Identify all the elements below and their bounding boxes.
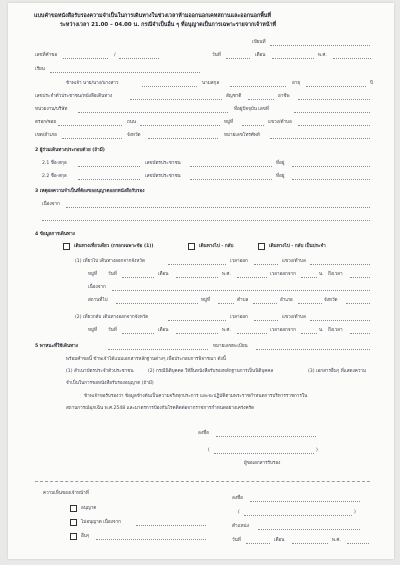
subdistrict-field[interactable] (298, 125, 370, 126)
alley-field[interactable] (58, 125, 122, 126)
officer-heading: ความเห็นของเจ้าหน้าที่ (43, 491, 89, 496)
other-reason-field[interactable] (96, 539, 206, 540)
outbound-province-field[interactable] (168, 264, 226, 265)
reason-field-1[interactable] (66, 207, 370, 208)
occupation-field[interactable] (298, 99, 370, 100)
outbound-place-moo-field[interactable] (218, 303, 234, 304)
outbound-reason-label: เนื่องจาก (88, 285, 106, 290)
doc-no-label: เลขที่คำขอ (35, 53, 58, 58)
address-no-field[interactable] (294, 112, 370, 113)
round-trip-label: เดินทางไป - กลับ (199, 244, 234, 249)
date-label: วันที่ (212, 53, 221, 58)
return-time-field[interactable] (254, 320, 278, 321)
age-field[interactable] (306, 86, 366, 87)
year-field[interactable] (333, 58, 371, 59)
applicant-printed-name-field[interactable] (214, 453, 314, 454)
return-destination-field[interactable] (310, 320, 370, 321)
outbound-place-field[interactable] (116, 303, 198, 304)
nationality-field[interactable] (248, 99, 274, 100)
officer-year-label: พ.ศ. (332, 538, 341, 543)
return-month-field[interactable] (176, 333, 218, 334)
applicant-name-open: ( (208, 448, 210, 453)
companion1-name-label: 2.1 ชื่อ-สกุล (42, 161, 67, 166)
id-card-field[interactable] (130, 99, 222, 100)
return-label: (2) เที่ยวกลับ เดินทางออกจากจังหวัด (75, 315, 149, 320)
phone-field[interactable] (270, 138, 370, 139)
subdistrict-label: แขวง/ตำบล (268, 120, 292, 125)
outbound-month-label: เดือน (158, 272, 169, 277)
return-month-label: เดือน (158, 328, 169, 333)
companion2-id-label: เลขบัตรประชาชน (145, 174, 181, 179)
officer-name-open: ( (238, 510, 240, 515)
officer-year-field[interactable] (347, 543, 369, 544)
phone-label: หมายเลขโทรศัพท์ (224, 133, 260, 138)
outbound-depart-time-field[interactable] (301, 277, 317, 278)
vehicle-field[interactable] (108, 349, 208, 350)
regular-trip-label: เดินทางไป - กลับ เป็นประจำ (269, 244, 326, 249)
applicant-name-label: ข้าพเจ้า นาย/นาง/นางสาว (66, 81, 119, 86)
regular-trip-checkbox[interactable] (258, 243, 265, 250)
applicant-sign-field[interactable] (216, 436, 316, 437)
outbound-date-field[interactable] (122, 277, 154, 278)
return-arrive-label: ถึงเวลา (328, 328, 343, 333)
outbound-destination-field[interactable] (310, 264, 370, 265)
outbound-date-label: วันที่ (108, 272, 117, 277)
outbound-hrs-label: น. (319, 272, 324, 277)
road-label: ถนน (127, 120, 137, 125)
companion2-id-field[interactable] (190, 179, 272, 180)
plate-label: หมายเลขทะเบียน (213, 344, 248, 349)
applicant-name-close: ) (316, 448, 318, 453)
outbound-arrive-field[interactable] (350, 277, 370, 278)
province-label: จังหวัด (127, 133, 141, 138)
alley-label: ตรอก/ซอย (35, 120, 57, 125)
to-label: เรียน (35, 67, 45, 72)
section2-heading: 2 ผู้ร่วมเดินทางประกอบด้วย (ถ้ามี) (35, 148, 105, 153)
return-time-label: เวลาออก (230, 315, 248, 320)
attachment-1: (1) สำเนาบัตรประจำตัวประชาชน (66, 369, 134, 374)
outbound-time-field[interactable] (254, 264, 278, 265)
companion1-address-label: ที่อยู่ (276, 161, 285, 166)
outbound-moo-label: หมู่ที่ (88, 272, 98, 277)
officer-position-field[interactable] (258, 529, 360, 530)
applicant-name-field[interactable] (142, 86, 197, 87)
nationality-label: สัญชาติ (226, 94, 242, 99)
doc-no-field[interactable] (63, 58, 108, 59)
other-checkbox[interactable] (70, 533, 77, 540)
reason-label: เนื่องจาก (42, 202, 60, 207)
return-depart-time-field[interactable] (301, 333, 317, 334)
officer-divider (35, 481, 370, 482)
outbound-amphoe-field[interactable] (298, 303, 322, 304)
outbound-tambon-label: ตำบล (237, 298, 249, 303)
form-title-line2: ระหว่างเวลา 21.00 – 04.00 น. กรณีจำเป็นอื่น ๆ ที่อนุญาตเป็นการเฉพาะรายจากเจ้าหน้าที่ (60, 22, 277, 28)
attachments-intro: พร้อมคำขอนี้ ข้าพเจ้าได้แนบเอกสารหลักฐานต่างๆ เพื่อประกอบการพิจารณา ดังนี้ (66, 357, 226, 362)
deny-reason-field[interactable] (136, 525, 206, 526)
section5-heading: 5 พาหนะที่ใช้เดินทาง (35, 344, 78, 349)
doc-no-year-field[interactable] (119, 58, 159, 59)
outbound-province-label: จังหวัด (324, 298, 338, 303)
age-unit: ปี (370, 81, 373, 86)
month-label: เดือน (255, 53, 266, 58)
outbound-reason-field[interactable] (112, 290, 370, 291)
age-label: อายุ (292, 81, 301, 86)
officer-sign-label: ลงชื่อ (232, 496, 243, 501)
applicant-role: ผู้ขอเอกสารรับรอง (244, 461, 281, 466)
surname-field[interactable] (230, 86, 286, 87)
return-depart-time-label: เวลาออกจาก (270, 328, 296, 333)
written-at-label: เขียนที่ (252, 40, 266, 45)
section4-heading: 4 ข้อมูลการเดินทาง (35, 232, 75, 237)
one-way-label: เดินทางเที่ยวเดียว (กรอกเฉพาะข้อ (1)) (74, 244, 154, 249)
outbound-depart-time-label: เวลาออกจาก (270, 272, 296, 277)
attachment-3: (3) เอกสารอื่นๆ ที่แสดงความ (308, 369, 367, 374)
companion1-address-field[interactable] (292, 166, 370, 167)
return-date-label: วันที่ (108, 328, 117, 333)
occupation-label: อาชีพ (278, 94, 290, 99)
outbound-amphoe-label: อำเภอ (280, 298, 293, 303)
attachment-2: (2) กรณีนิติบุคคล ให้ยื่นหนังสือรับรองหลักฐานการเป็นนิติบุคคล (148, 369, 274, 374)
return-year-field[interactable] (237, 333, 267, 334)
return-province-field[interactable] (168, 320, 226, 321)
doc-no-slash: / (114, 53, 116, 58)
other-label: อื่นๆ (81, 534, 90, 539)
companion2-name-label: 2.2 ชื่อ-สกุล (42, 174, 67, 179)
road-field[interactable] (140, 125, 220, 126)
reason-field-2[interactable] (42, 220, 370, 221)
officer-printed-name-field[interactable] (244, 515, 352, 516)
companion2-name-field[interactable] (78, 179, 140, 180)
outbound-year-label: พ.ศ. (222, 272, 231, 277)
workplace-field[interactable] (78, 112, 228, 113)
outbound-place-moo-label: หมู่ที่ (201, 298, 211, 303)
written-at-field[interactable] (270, 45, 370, 46)
certify-line2: สถานการณ์ฉุกเฉิน พ.ศ.2548 และมาตรการป้องกันโรคติดต่อจากราชการกำหนดอย่างเคร่งครัด (66, 406, 255, 411)
section3-heading: 3 เหตุผลความจำเป็นที่ต้องขออนุญาตออกหนังสือรับรอง (35, 189, 145, 194)
district-field[interactable] (62, 138, 122, 139)
return-date-field[interactable] (122, 333, 154, 334)
date-field[interactable] (226, 58, 250, 59)
companion1-id-label: เลขบัตรประชาชน (145, 161, 181, 166)
officer-name-close: ) (354, 510, 356, 515)
outbound-tambon-field[interactable] (253, 303, 277, 304)
one-way-checkbox[interactable] (63, 243, 70, 250)
return-arrive-field[interactable] (350, 333, 370, 334)
round-trip-checkbox[interactable] (188, 243, 195, 250)
companion2-address-label: ที่อยู่ (276, 174, 285, 179)
outbound-place-label: สถานที่ไป (88, 298, 108, 303)
officer-sign-field[interactable] (250, 501, 360, 502)
moo-field[interactable] (242, 125, 264, 126)
outbound-arrive-label: ถึงเวลา (328, 272, 343, 277)
to-field[interactable] (50, 72, 200, 73)
year-label: พ.ศ. (318, 53, 327, 58)
outbound-label: (1) เที่ยวไป เดินทางออกจากจังหวัด (75, 259, 145, 264)
officer-position-label: ตำแหน่ง (232, 524, 249, 529)
outbound-destination-label: แขวง/ตำบล (282, 259, 306, 264)
applicant-sign-label: ลงชื่อ (198, 431, 209, 436)
approve-label: อนุญาต (81, 506, 97, 511)
return-year-label: พ.ศ. (222, 328, 231, 333)
workplace-label: หน่วยงาน/บริษัท (35, 107, 68, 112)
surname-label: นามสกุล (202, 81, 220, 86)
id-card-label: เลขประจำตัวประชาชน/หนังสือเดินทาง (35, 94, 113, 99)
form-page (8, 3, 394, 559)
plate-field[interactable] (256, 349, 370, 350)
companion1-id-field[interactable] (190, 166, 272, 167)
certify-line1: ข้าพเจ้าขอรับรองว่า ข้อมูลข้างต้นเป็นความจริงทุกประการ และจะปฏิบัติตามพระราชกำหนดการบริหารราชการใน (84, 394, 308, 399)
officer-date-label: วันที่ (232, 538, 241, 543)
return-moo-label: หมู่ที่ (88, 328, 98, 333)
companion2-address-field[interactable] (292, 179, 370, 180)
province-field[interactable] (148, 138, 218, 139)
deny-label: ไม่อนุญาต เนื่องจาก (81, 520, 121, 525)
form-title-line1: แบบคำขอหนังสือรับรองความจำเป็นในการเดินทางในช่วงเวลาห้ามออกนอกเคหสถานและออกนอกพื้นที่ (34, 13, 271, 19)
officer-date-field[interactable] (246, 543, 270, 544)
return-destination-label: แขวง/ตำบล (282, 315, 306, 320)
attachment-3-cont: จำเป็นในการขอหนังสือรับรองอนุญาต (ถ้ามี) (66, 381, 154, 386)
outbound-time-label: เวลาออก (230, 259, 248, 264)
deny-checkbox[interactable] (70, 519, 77, 526)
return-hrs-label: น. (319, 328, 324, 333)
outbound-province2-field[interactable] (346, 303, 370, 304)
outbound-year-field[interactable] (237, 277, 267, 278)
district-label: เขต/อำเภอ (35, 133, 57, 138)
officer-month-field[interactable] (292, 543, 328, 544)
outbound-month-field[interactable] (176, 277, 218, 278)
moo-label: หมู่ที่ (224, 120, 234, 125)
address-no-label: ที่อยู่ปัจจุบัน เลขที่ (234, 107, 269, 112)
companion1-name-field[interactable] (78, 166, 140, 167)
officer-month-label: เดือน (274, 538, 285, 543)
month-field[interactable] (272, 58, 314, 59)
approve-checkbox[interactable] (70, 505, 77, 512)
